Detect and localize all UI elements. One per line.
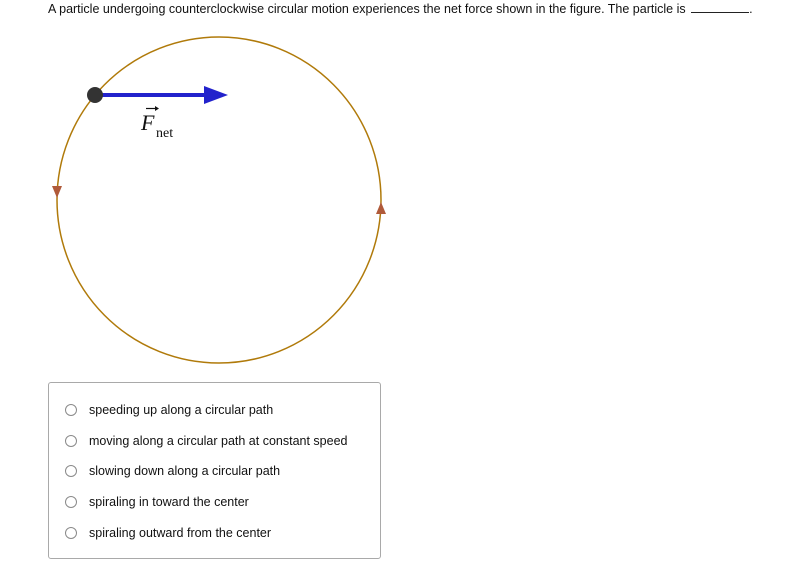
direction-arrow-left-icon — [52, 186, 62, 198]
choice-slowing-down[interactable] — [65, 461, 280, 481]
choice-label: moving along a circular path at constant speed — [89, 434, 348, 448]
choice-label: spiraling in toward the center — [89, 495, 249, 509]
choice-speeding-up[interactable] — [65, 400, 273, 420]
force-label-subscript: net — [156, 126, 174, 141]
choice-spiraling-out[interactable] — [65, 523, 271, 543]
radio-button[interactable] — [65, 435, 77, 447]
question-stem: A particle undergoing counterclockwise circular motion experiences the net force shown in the figure. The particle is — [48, 2, 686, 16]
radio-button[interactable] — [65, 527, 77, 539]
question-end-punct: . — [749, 2, 753, 16]
net-force-arrow-head-icon — [204, 86, 228, 104]
choice-label: spiraling outward from the center — [89, 526, 272, 540]
radio-button[interactable] — [65, 404, 77, 416]
choice-constant-speed[interactable] — [65, 431, 348, 451]
radio-button[interactable] — [65, 496, 77, 508]
choice-spiraling-in[interactable] — [65, 492, 249, 512]
circular-path — [57, 37, 381, 363]
direction-arrow-right-icon — [376, 202, 386, 214]
choice-label: slowing down along a circular path — [89, 464, 281, 478]
particle — [87, 87, 103, 103]
radio-button[interactable] — [65, 465, 77, 477]
choice-label: speeding up along a circular path — [89, 403, 274, 417]
vector-arrow-head-icon — [155, 106, 159, 111]
force-label: F — [141, 110, 155, 135]
answer-choices — [48, 382, 381, 559]
